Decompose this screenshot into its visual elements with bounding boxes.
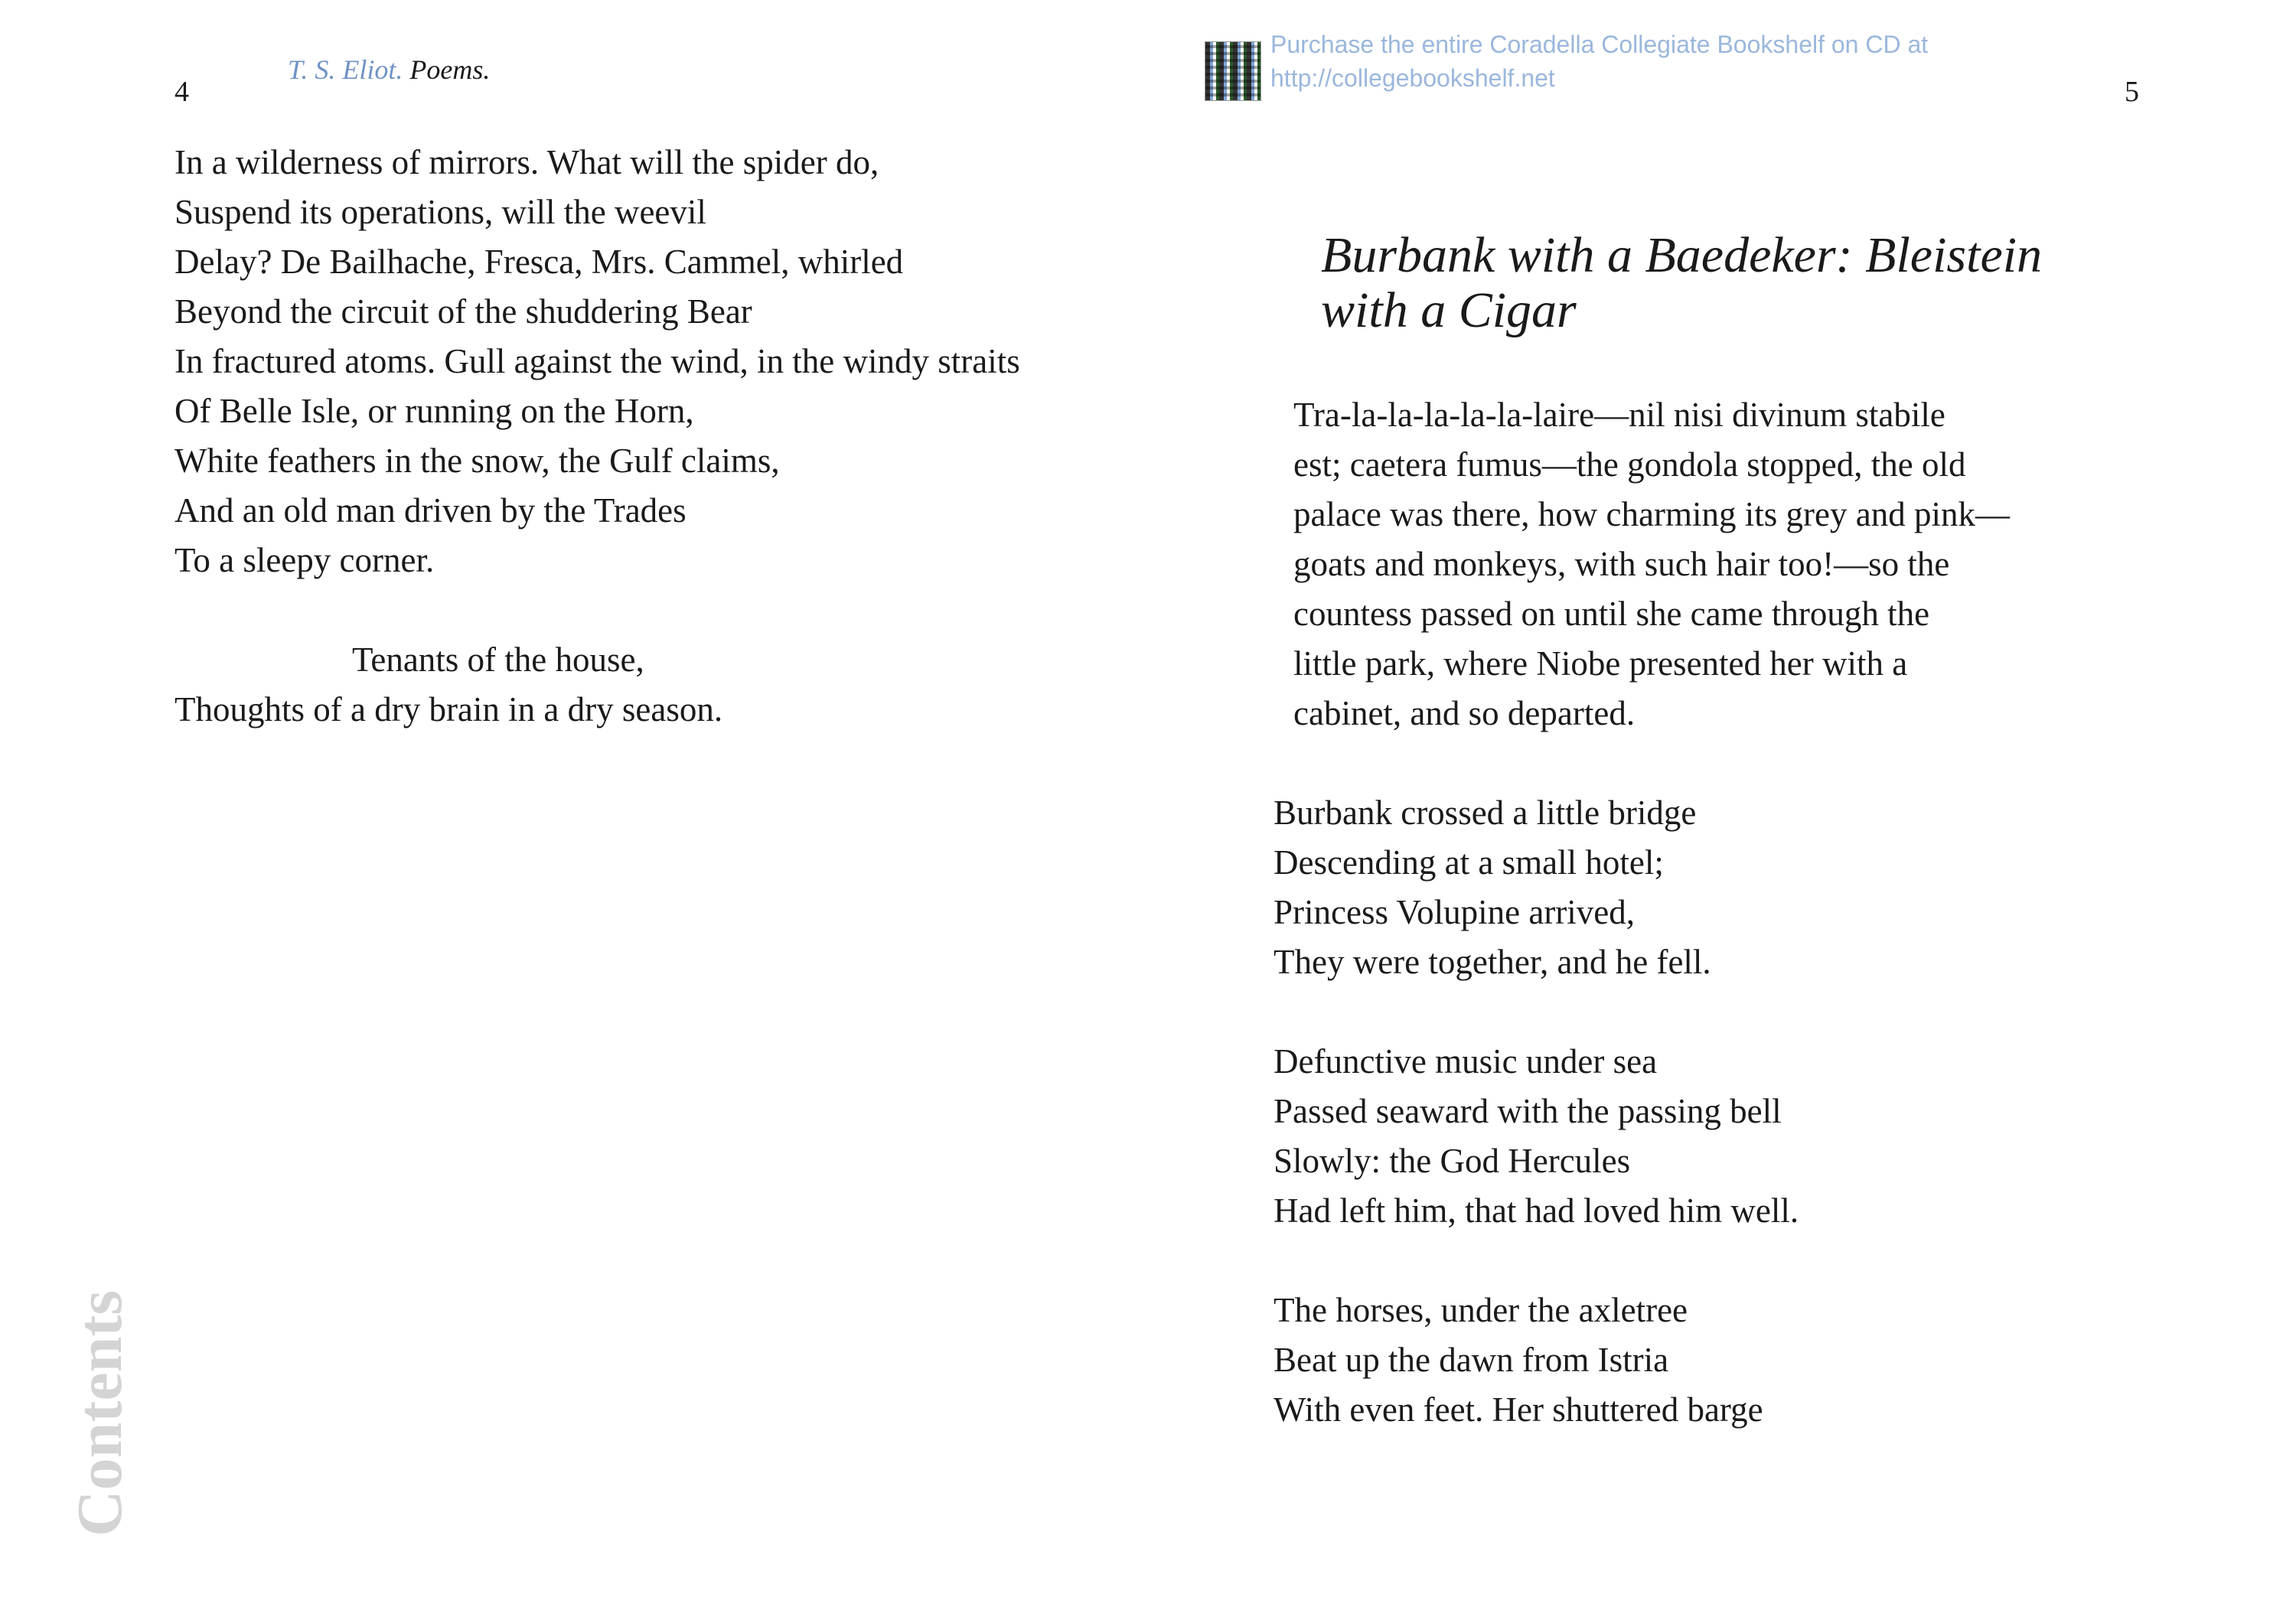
promo-line-1: Purchase the entire Coradella Collegiate Bookshelf on CD at — [1270, 31, 1929, 58]
verse-line: Beyond the circuit of the shuddering Bear — [174, 292, 752, 331]
verse-line: They were together, and he fell. — [1274, 943, 1711, 981]
poem-title — [1321, 228, 2042, 338]
verse-line: Princess Volupine arrived, — [1274, 893, 1636, 931]
epigraph-line: goats and monkeys, with such hair too!—so the — [1293, 545, 1950, 583]
verse-line: The horses, under the axletree — [1274, 1291, 1688, 1329]
page-number-right: 5 — [2125, 76, 2139, 108]
epigraph-line: little park, where Niobe presented her with a — [1293, 644, 1908, 683]
poem-title-line-1: Burbank with a Baedeker: Bleistein — [1321, 227, 2043, 283]
verse-line: Beat up the dawn from Istria — [1274, 1341, 1669, 1379]
verse-line: Slowly: the God Hercules — [1274, 1142, 1631, 1180]
verse-line: White feathers in the snow, the Gulf claims, — [174, 442, 780, 480]
epigraph-line: Tra-la-la-la-la-la-laire—nil nisi divinum stabile — [1293, 396, 1945, 434]
verse-line: Burbank crossed a little bridge — [1274, 794, 1697, 832]
epigraph-line: est; caetera fumus—the gondola stopped, the old — [1293, 445, 1966, 484]
contents-tab[interactable]: Contents — [64, 1289, 135, 1537]
qr-code-icon — [1205, 41, 1261, 101]
running-head-work: Poems. — [409, 54, 491, 85]
verse-line: To a sleepy corner. — [174, 541, 435, 579]
promo-line-2: http://collegebookshelf.net — [1270, 64, 1555, 92]
verse-line: Of Belle Isle, or running on the Horn, — [174, 392, 694, 430]
verse-line: Passed seaward with the passing bell — [1274, 1092, 1782, 1130]
verse-line: And an old man driven by the Trades — [174, 491, 687, 530]
epigraph-line: palace was there, how charming its grey and pink— — [1293, 495, 2010, 533]
verse-line: In a wilderness of mirrors. What will the spider do, — [174, 143, 879, 181]
verse-line: Delay? De Bailhache, Fresca, Mrs. Cammel, whirled — [174, 243, 904, 281]
verse-line: In fractured atoms. Gull against the wind, in the windy straits — [174, 342, 1020, 380]
verse-line: Suspend its operations, will the weevil — [174, 193, 706, 231]
verse-line: Had left him, that had loved him well. — [1274, 1191, 1799, 1230]
page-number-left: 4 — [174, 76, 189, 108]
poem-title-line-2: with a Cigar — [1321, 282, 1577, 338]
running-head-author[interactable]: T. S. Eliot. — [288, 54, 403, 85]
verse-line-indented: Tenants of the house, — [352, 641, 644, 679]
left-poem-text — [174, 138, 1020, 735]
verse-line: Defunctive music under sea — [1274, 1042, 1658, 1081]
verse-line: With even feet. Her shuttered barge — [1274, 1390, 1763, 1429]
right-poem-text — [1274, 788, 1799, 1435]
promo-link[interactable] — [1270, 28, 1928, 95]
running-head — [288, 54, 490, 86]
epigraph-line: countess passed on until she came through the — [1293, 595, 1930, 633]
verse-line: Descending at a small hotel; — [1274, 843, 1664, 882]
verse-line: Thoughts of a dry brain in a dry season. — [174, 690, 723, 729]
epigraph-line: cabinet, and so departed. — [1293, 694, 1636, 732]
epigraph — [1293, 390, 2010, 738]
